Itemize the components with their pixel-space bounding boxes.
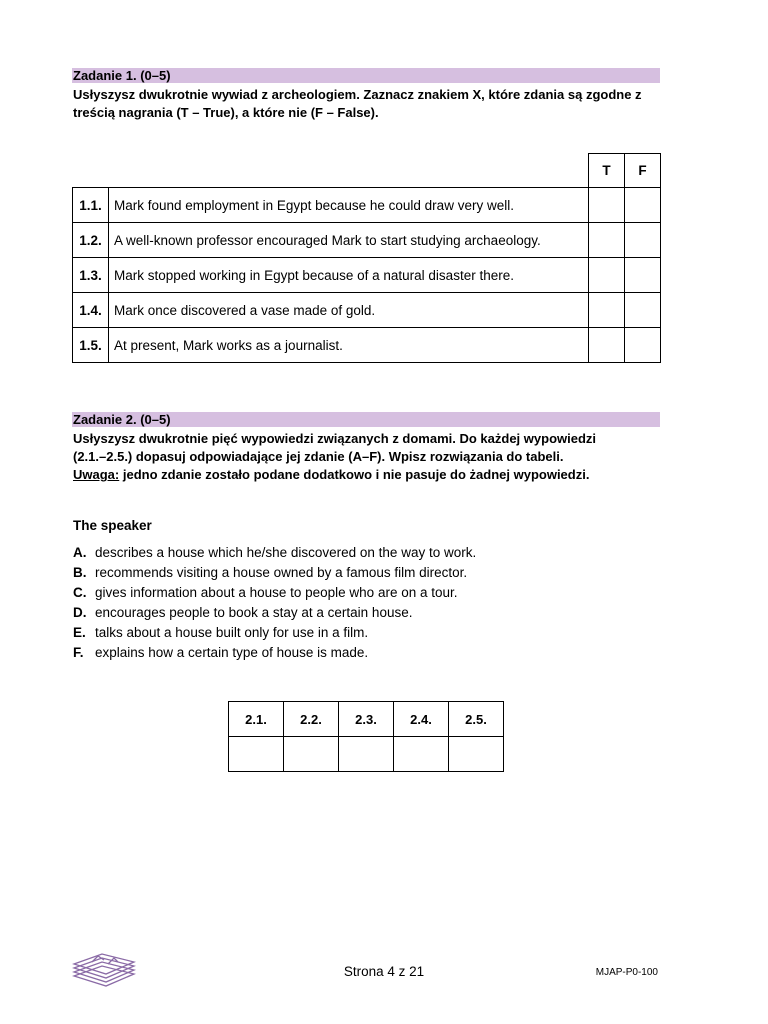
matching-answer-table [228,701,504,772]
option-text: explains how a certain type of house is made. [95,645,369,660]
task2-instruction-line2: (2.1.–2.5.) dopasuj odpowiadające jej zdanie (A–F). Wpisz rozwiązania do tabeli. [73,449,564,464]
option-letter: E. [73,625,86,640]
option-letter: A. [73,545,87,560]
document-code: MJAP-P0-100 [595,967,658,978]
table-row [73,223,661,258]
answer-cell-f[interactable] [625,188,661,223]
answer-cell-t[interactable] [589,328,625,363]
answer-column-header: 2.2. [284,702,339,737]
statement: Mark stopped working in Egypt because of a natural disaster there. [109,258,589,293]
list-item [73,543,476,563]
statement: Mark found employment in Egypt because he could draw very well. [109,188,589,223]
task1-header: Zadanie 1. (0–5) [72,68,660,83]
option-text: gives information about a house to people who are on a tour. [95,585,458,600]
task2-header: Zadanie 2. (0–5) [72,412,660,427]
item-number: 1.2. [73,223,109,258]
note-text: jedno zdanie zostało podane dodatkowo i nie pasuje do żadnej wypowiedzi. [119,467,590,482]
answer-column-header: 2.5. [449,702,504,737]
answer-cell-t[interactable] [589,293,625,328]
answer-cell-2-1[interactable] [229,737,284,772]
item-number: 1.1. [73,188,109,223]
list-item [73,643,476,663]
table-row [73,328,661,363]
option-letter: B. [73,565,87,580]
answer-cell-t[interactable] [589,223,625,258]
table-row [73,188,661,223]
speaker-title: The speaker [73,518,152,533]
option-text: encourages people to book a stay at a certain house. [95,605,413,620]
note-label: Uwaga: [73,467,120,482]
answer-cell-f[interactable] [625,328,661,363]
column-header-t: T [589,154,625,188]
answer-column-header: 2.1. [229,702,284,737]
option-text: describes a house which he/she discovered on the way to work. [95,545,477,560]
item-number: 1.4. [73,293,109,328]
table-row [73,258,661,293]
statement: At present, Mark works as a journalist. [109,328,589,363]
true-false-table [72,153,661,363]
task2-instruction-line1: Usłyszysz dwukrotnie pięć wypowiedzi związanych z domami. Do każdej wypowiedzi [73,431,597,446]
list-item [73,623,476,643]
option-text: recommends visiting a house owned by a famous film director. [95,565,468,580]
page-number: Strona 4 z 21 [343,964,425,979]
list-item [73,583,476,603]
statement: Mark once discovered a vase made of gold. [109,293,589,328]
answer-cell-t[interactable] [589,188,625,223]
answer-cell-2-3[interactable] [339,737,394,772]
option-text: talks about a house built only for use in a film. [95,625,369,640]
column-header-f: F [625,154,661,188]
answer-cell-f[interactable] [625,223,661,258]
answer-cell-t[interactable] [589,258,625,293]
list-item [73,603,476,623]
task2-instruction [73,430,663,484]
item-number: 1.5. [73,328,109,363]
option-letter: F. [73,645,84,660]
task1-instruction: Usłyszysz dwukrotnie wywiad z archeologiem. Zaznacz znakiem X, które zdania są zgodne z treścią nagrania (T – True), a które nie (F – False). [73,87,642,120]
item-number: 1.3. [73,258,109,293]
option-letter: C. [73,585,87,600]
option-list [73,543,476,663]
answer-cell-f[interactable] [625,258,661,293]
answer-cell-2-4[interactable] [394,737,449,772]
answer-cell-2-2[interactable] [284,737,339,772]
answer-cell-f[interactable] [625,293,661,328]
answer-column-header: 2.3. [339,702,394,737]
answer-cell-2-5[interactable] [449,737,504,772]
option-letter: D. [73,605,87,620]
list-item [73,563,476,583]
task2-note [73,466,663,484]
answer-column-header: 2.4. [394,702,449,737]
statement: A well-known professor encouraged Mark to start studying archaeology. [109,223,589,258]
table-row [73,293,661,328]
